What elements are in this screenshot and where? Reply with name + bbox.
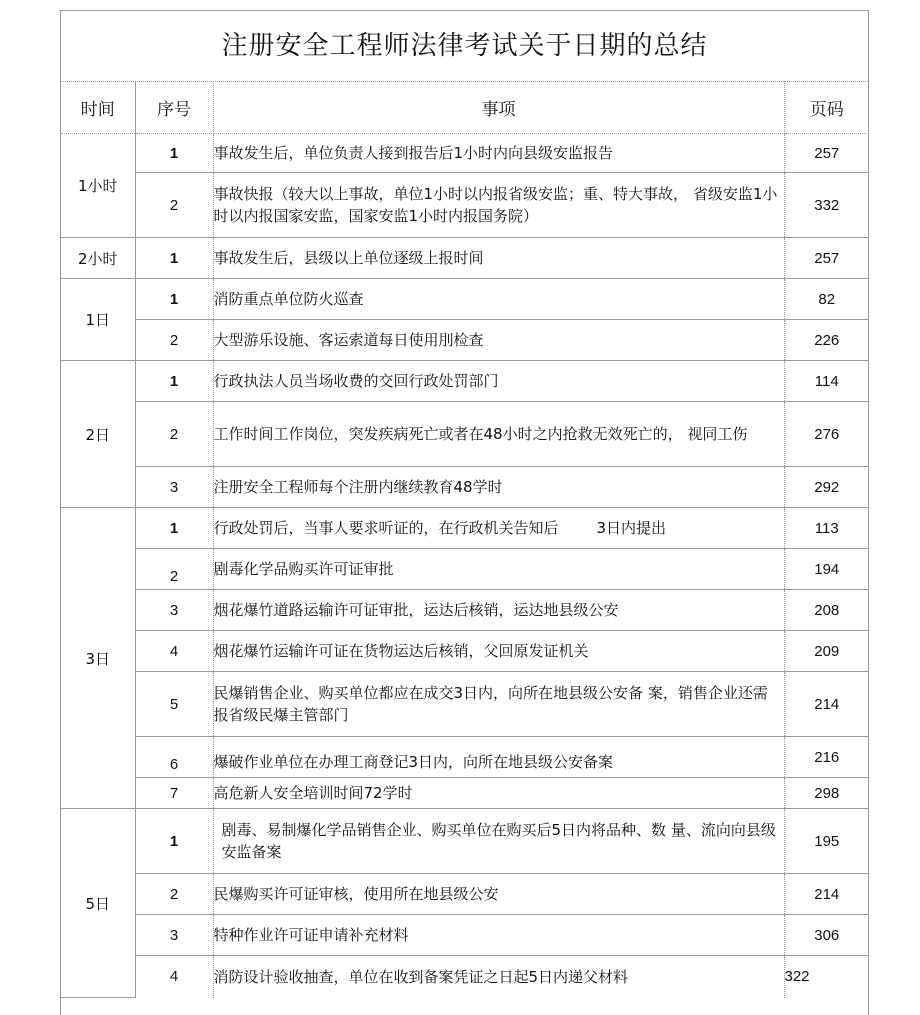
seq-cell: 1 [135,361,213,402]
page-cell: 214 [784,874,869,915]
time-cell: 1小时 [61,134,135,238]
page-cell: 298 [784,778,869,809]
item-cell: 民爆购买许可证审核，使用所在地县级公安 [213,874,784,915]
item-cell: 高危新人安全培训时间72学时 [213,778,784,809]
seq-cell: 4 [135,956,213,998]
page-cell: 114 [784,361,869,402]
table-row [61,508,869,549]
table-row [61,320,869,361]
table-row [61,737,869,778]
table-row [61,956,869,998]
page-title: 注册安全工程师法律考试关于日期的总结 [61,11,868,82]
item-cell: 民爆销售企业、购买单位都应在成交3日内，向所在地县级公安备 案，销售企业还需报省级民爆主管部门 [213,672,784,737]
page-cell: 322 [784,968,810,986]
item-cell: 烟花爆竹运输许可证在货物运达后核销，父回原发证机关 [213,631,784,672]
seq-cell: 2 [135,320,213,361]
item-cell: 爆破作业单位在办理工商登记3日内，向所在地县级公安备案 [213,737,784,778]
item-cell: 事故发生后，县级以上单位逐级上报时间 [213,238,784,279]
item-cell: 行政执法人员当场收费的交回行政处罚部门 [213,361,784,402]
table-header-row [61,81,869,134]
seq-cell: 2 [135,874,213,915]
page-cell: 216 [784,737,869,778]
page-cell: 113 [784,508,869,549]
item-text-a: 行政处罚后，当事人要求听证的，在行政机关告知后 [213,519,559,537]
seq-cell: 5 [135,672,213,737]
table-row [61,467,869,508]
table-row [61,631,869,672]
page-cell: 332 [784,173,869,238]
item-cell: 特种作业许可证申请补充材料 [213,915,784,956]
table-row [61,809,869,874]
page-cell: 226 [784,320,869,361]
page-cell: 276 [784,402,869,467]
seq-cell: 6 [135,737,213,778]
page-cell: 292 [784,467,869,508]
time-cell: 2日 [61,361,135,508]
header-time: 时间 [61,81,135,134]
item-cell: 消防重点单位防火巡查 [213,279,784,320]
seq-cell: 1 [135,238,213,279]
item-cell: 事故发生后，单位负责人接到报告后1小时内向县级安监报告 [213,134,784,173]
header-seq: 序号 [135,81,213,134]
time-cell: 5日 [61,809,135,998]
item-cell: 剧毒化学品购买许可证审批 [213,549,784,590]
seq-cell: 2 [135,402,213,467]
time-cell: 2小时 [61,238,135,279]
item-cell [213,508,784,549]
table-row [61,173,869,238]
table-row [61,915,869,956]
table-row [61,778,869,809]
table-row [61,279,869,320]
seq-cell: 4 [135,631,213,672]
table-row [61,402,869,467]
page-cell: 194 [784,549,869,590]
page-cell: 214 [784,672,869,737]
document-sheet [60,10,869,1015]
page-cell: 209 [784,631,869,672]
seq-cell: 2 [135,549,213,590]
time-cell: 3日 [61,508,135,809]
seq-cell: 3 [135,915,213,956]
table-row [61,590,869,631]
seq-cell: 1 [135,134,213,173]
item-cell: 注册安全工程师每个注册内继续教育48学时 [213,467,784,508]
item-cell: 烟花爆竹道路运输许可证审批，运达后核销，运达地县级公安 [213,590,784,631]
seq-cell: 7 [135,778,213,809]
seq-cell: 1 [135,508,213,549]
item-cell: 事故快报（较大以上事故，单位1小时以内报省级安监；重、特大事故， 省级安监1小时以内报国家安监，国家安监1小时内报国务院） [213,173,784,238]
item-cell: 大型游乐设施、客运索道每日使用刖检查 [213,320,784,361]
item-text-b: 3日内提出 [596,519,667,537]
item-cell: 剧毒、易制爆化学品销售企业、购买单位在购买后5日内将品种、数 量、流向向县级安监备案 [213,809,784,874]
seq-cell: 1 [135,279,213,320]
date-summary-table [61,81,869,998]
page-cell: 195 [784,809,869,874]
seq-cell: 1 [135,809,213,874]
header-item: 事项 [213,81,784,134]
page-cell: 257 [784,134,869,173]
seq-cell: 2 [135,173,213,238]
time-cell: 1日 [61,279,135,361]
table-row [61,672,869,737]
page-cell: 82 [784,279,869,320]
seq-cell: 3 [135,590,213,631]
page-cell: 306 [784,915,869,956]
item-cell: 消防设计验收抽查，单位在收到备案凭证之日起5日内递父材料 [213,956,784,998]
table-row [61,874,869,915]
item-cell: 工作时间工作岗位，突发疾病死亡或者在48小时之内抢救无效死亡的， 视同工伤 [213,402,784,467]
table-row [61,238,869,279]
table-row [61,549,869,590]
seq-cell: 3 [135,467,213,508]
table-row [61,134,869,173]
page-cell: 257 [784,238,869,279]
table-row [61,361,869,402]
page-cell: 208 [784,590,869,631]
header-page: 页码 [784,81,869,134]
